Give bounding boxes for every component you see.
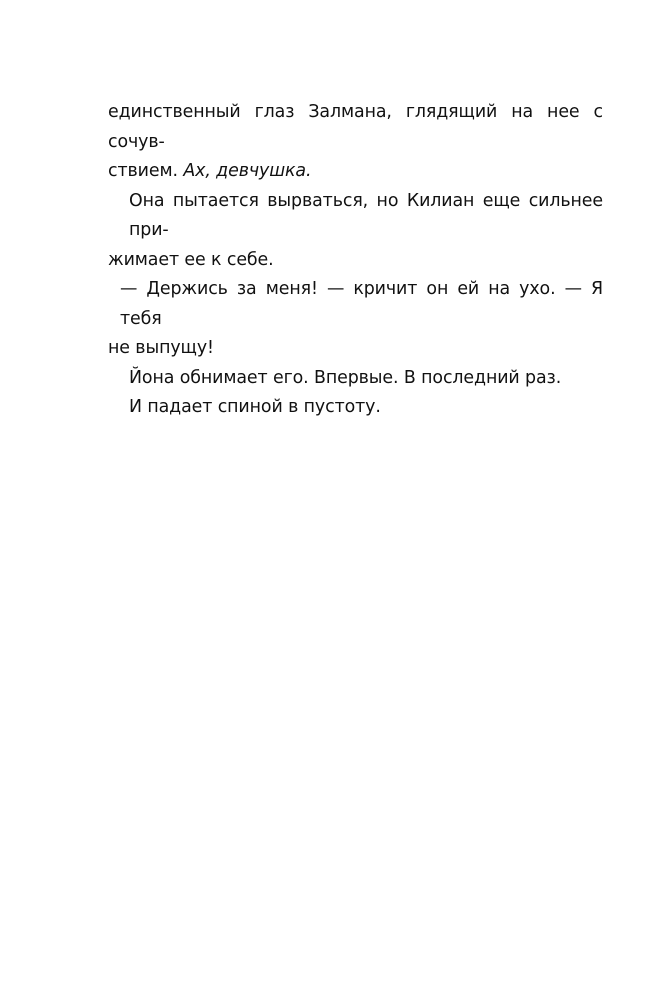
text-block xyxy=(108,98,603,423)
paragraph-line: Йона обнимает его. Впервые. В последний раз. xyxy=(129,367,562,388)
dialogue-line: не выпущу! xyxy=(108,338,214,358)
paragraph-line: единственный глаз Залмана, глядящий на нее с сочув- xyxy=(108,102,603,152)
italic-quote: Ах, девчушка. xyxy=(183,161,312,181)
paragraph-text: ствием. xyxy=(108,161,184,181)
paragraph-line: Она пытается вырваться, но Килиан еще сильнее при- xyxy=(129,190,603,240)
paragraph-line xyxy=(108,157,603,187)
paragraph-line: И падает спиной в пустоту. xyxy=(129,397,381,417)
paragraph-line: жимает ее к себе. xyxy=(108,249,274,270)
dialogue-line: — Держись за меня! — кричит он ей на ухо. — Я тебя xyxy=(120,279,603,329)
